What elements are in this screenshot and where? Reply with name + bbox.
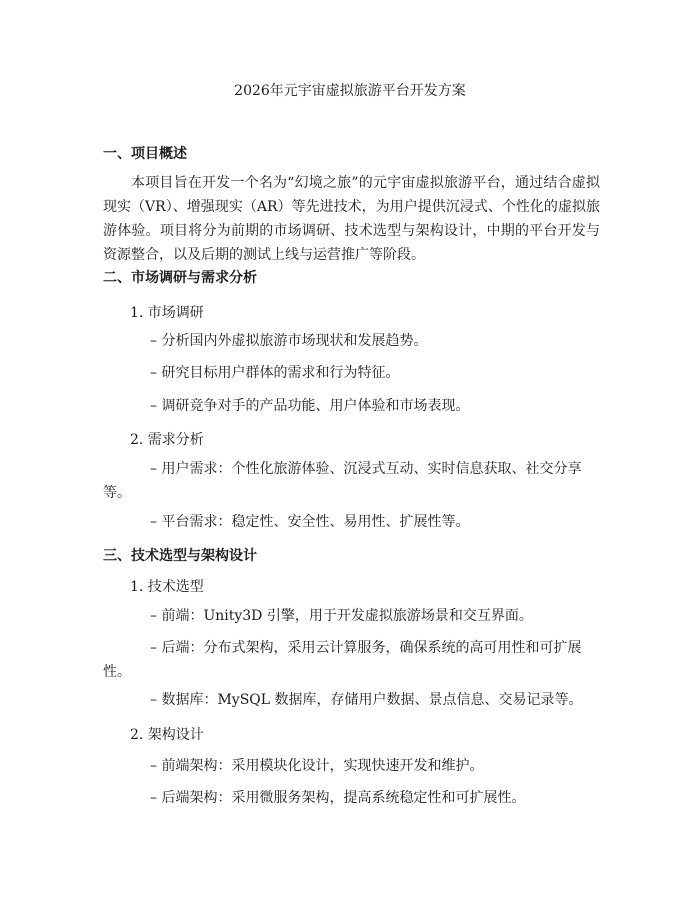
subsection-tech-selection: 1. 技术选型	[130, 579, 204, 595]
subsection-demand-analysis: 2. 需求分析	[130, 432, 204, 448]
list-item: – 分析国内外虚拟旅游市场现状和发展趋势。	[150, 333, 428, 349]
list-item: – 平台需求：稳定性、安全性、易用性、扩展性等。	[150, 514, 470, 530]
list-item: – 后端架构：采用微服务架构，提高系统稳定性和可扩展性。	[150, 790, 526, 806]
section-heading-overview: 一、项目概述	[103, 146, 187, 162]
list-item: – 调研竞争对手的产品功能、用户体验和市场表现。	[150, 398, 470, 414]
overview-paragraph: 本项目旨在开发一个名为“幻境之旅”的元宇宙虚拟旅游平台，通过结合虚拟现实（VR）、增强现实（AR）等先进技术，为用户提供沉浸式、个性化的虚拟旅游体验。项目将分为前期的市场调研、技术选型与架构设计，中期的平台开发与资源整合，以及后期的测试上线与运营推广等阶段。	[103, 175, 600, 263]
list-item: – 后端：分布式架构，采用云计算服务，确保系统的高可用性和可扩展性。	[103, 640, 582, 680]
document-title: 2026年元宇宙虚拟旅游平台开发方案	[234, 83, 466, 99]
list-item: – 前端架构：采用模块化设计，实现快速开发和维护。	[150, 758, 484, 774]
section-heading-market: 二、市场调研与需求分析	[103, 270, 257, 286]
list-item: – 用户需求：个性化旅游体验、沉浸式互动、实时信息获取、社交分享等。	[103, 461, 582, 501]
section-heading-tech: 三、技术选型与架构设计	[103, 548, 257, 564]
list-item: – 前端：Unity3D 引擎，用于开发虚拟旅游场景和交互界面。	[150, 608, 533, 624]
list-item: – 数据库：MySQL 数据库，存储用户数据、景点信息、交易记录等。	[150, 692, 583, 708]
subsection-market-research: 1. 市场调研	[130, 305, 204, 321]
subsection-architecture: 2. 架构设计	[130, 727, 204, 743]
list-item: – 研究目标用户群体的需求和行为特征。	[150, 365, 400, 381]
